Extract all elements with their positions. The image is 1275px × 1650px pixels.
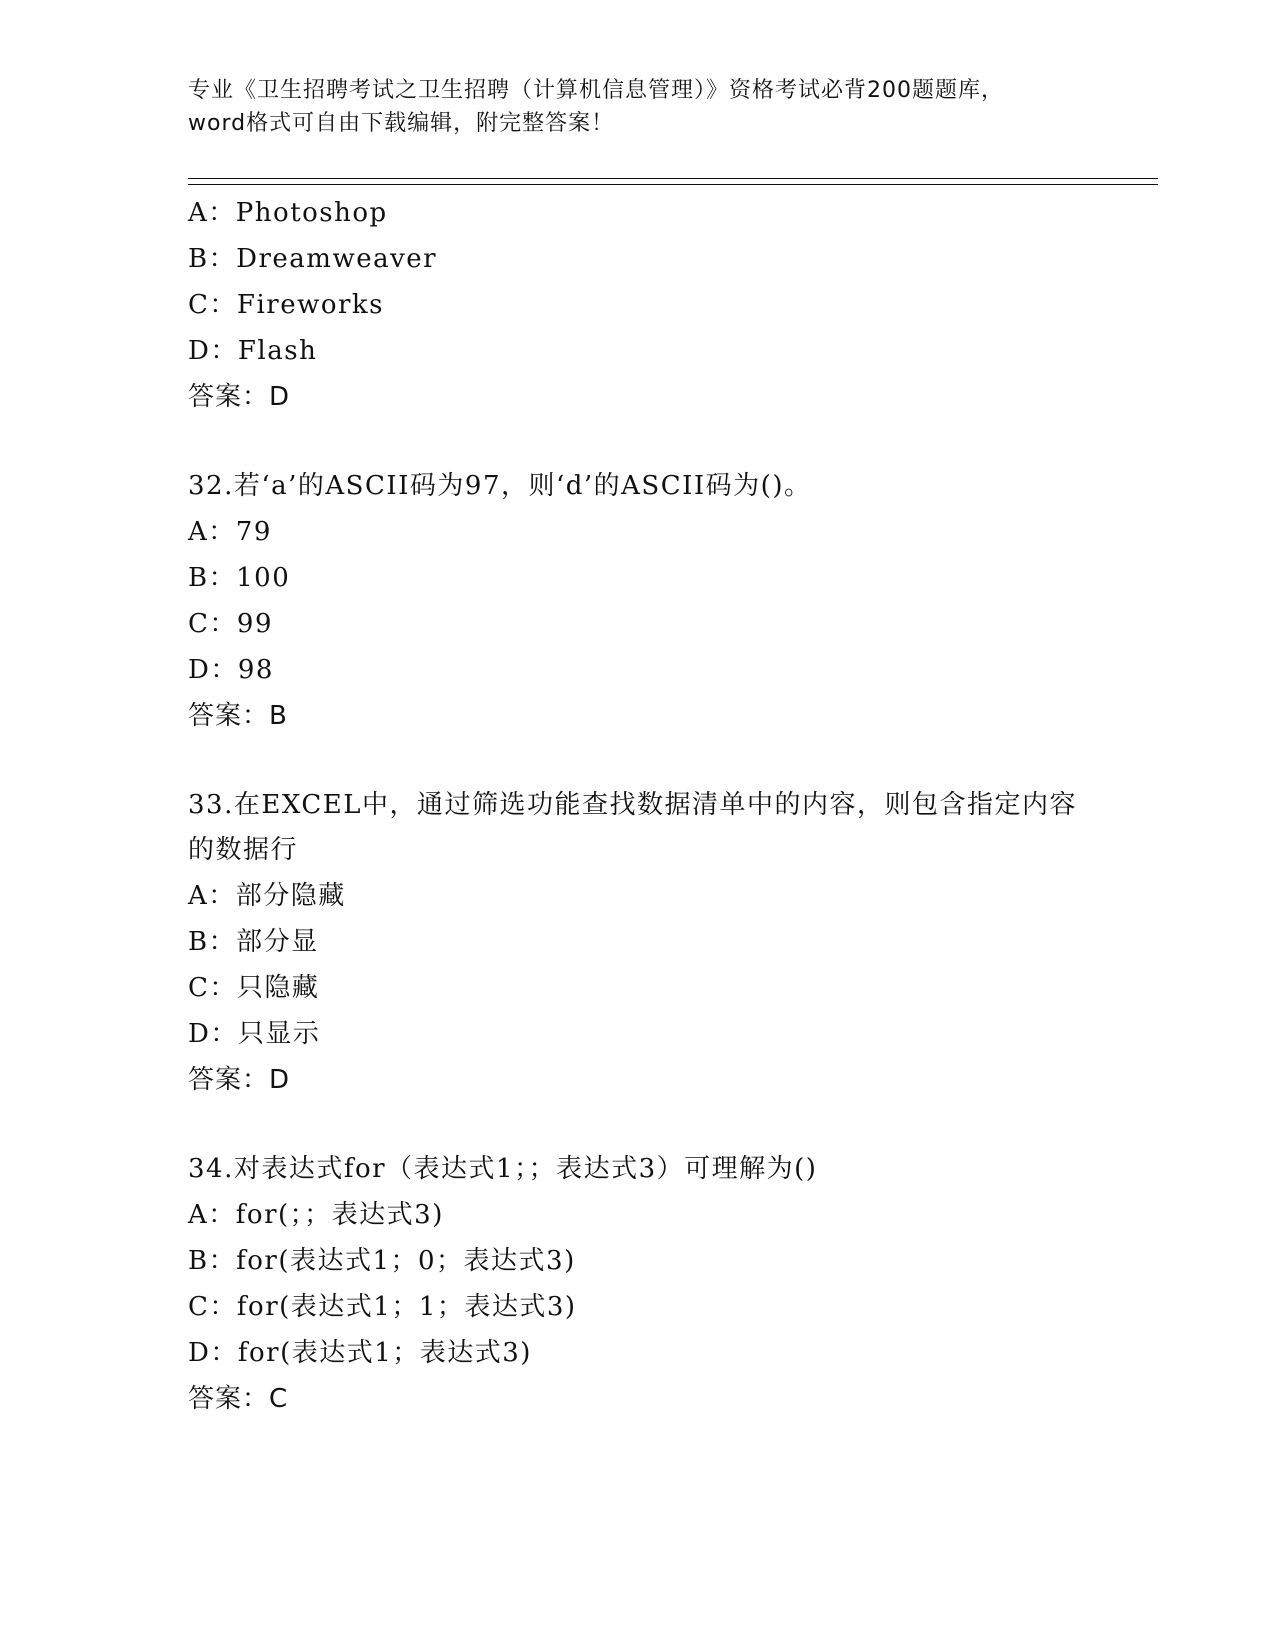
question-block-31: [188, 190, 1088, 420]
option-a: A：for(；；表达式3): [188, 1200, 444, 1230]
option-a: A：Photoshop: [188, 198, 388, 228]
answer-line: 答案：B: [188, 701, 288, 731]
question-stem: 34.对表达式for（表达式1；；表达式3）可理解为(): [188, 1154, 818, 1184]
option-b: B：for(表达式1；0；表达式3): [188, 1246, 576, 1276]
option-d: D：Flash: [188, 336, 318, 366]
header-title-line-2: word格式可自由下载编辑，附完整答案！: [188, 111, 615, 136]
option-c: C：for(表达式1；1；表达式3): [188, 1292, 577, 1322]
document-header: [188, 74, 1088, 140]
option-c: C：99: [188, 609, 274, 639]
answer-line: 答案：D: [188, 1065, 291, 1095]
question-stem: 33.在EXCEL中，通过筛选功能查找数据清单中的内容，则包含指定内容的数据行: [188, 790, 1078, 865]
question-block-33: [188, 783, 1088, 1103]
option-d: D：for(表达式1；表达式3): [188, 1338, 532, 1368]
header-divider-bottom: [188, 184, 1158, 185]
option-b: B：Dreamweaver: [188, 244, 438, 274]
question-block-34: [188, 1147, 1088, 1422]
header-title-line-1: 专业《卫生招聘考试之卫生招聘（计算机信息管理）》资格考试必背200题题库，: [188, 78, 1004, 103]
option-d: D：只显示: [188, 1019, 321, 1049]
option-a: A：部分隐藏: [188, 881, 346, 911]
question-block-32: [188, 464, 1088, 739]
answer-line: 答案：C: [188, 1384, 289, 1414]
option-c: C：只隐藏: [188, 973, 320, 1003]
header-divider-top: [188, 178, 1158, 179]
answer-line: 答案：D: [188, 382, 291, 412]
question-stem: 32.若‘a’的ASCII码为97，则‘d’的ASCII码为()。: [188, 471, 812, 501]
option-b: B：100: [188, 563, 291, 593]
option-b: B：部分显: [188, 927, 319, 957]
question-list: [188, 190, 1088, 1422]
option-c: C：Fireworks: [188, 290, 385, 320]
option-d: D：98: [188, 655, 274, 685]
option-a: A：79: [188, 517, 272, 547]
